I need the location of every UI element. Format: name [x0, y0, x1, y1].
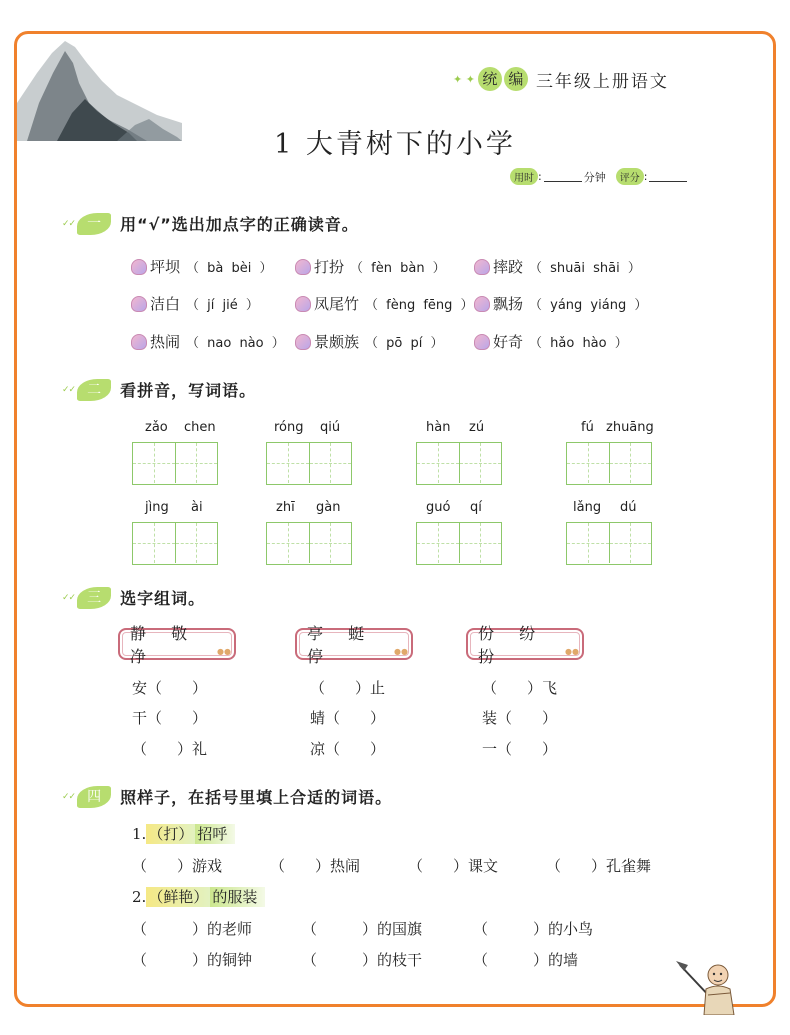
q1-item — [131, 293, 259, 314]
char-choice-box — [295, 624, 413, 666]
q1-word: 飘扬 — [493, 295, 524, 313]
pinyin-label: qí — [470, 500, 482, 515]
example-word: （打） — [148, 825, 194, 843]
grade-subject: 三年级上册语文 — [535, 71, 669, 92]
pinyin-label: lǎng — [573, 500, 602, 515]
pinyin-label: fú — [581, 420, 594, 435]
pinyin-label: gàn — [316, 500, 341, 515]
fill-blank[interactable]: 一（ ） — [482, 740, 558, 758]
writing-grid[interactable] — [416, 442, 502, 485]
bell-icon — [295, 334, 311, 350]
leaf-dots-icon: ✓✓ — [62, 791, 76, 802]
char-choices: 份 纷 扮 — [478, 624, 546, 666]
fill-blank[interactable]: （ ）课文 — [408, 857, 499, 875]
pinyin-label: dú — [620, 500, 637, 515]
q1-word: 摔跤 — [493, 258, 524, 276]
bell-icon — [474, 334, 490, 350]
bell-icon — [131, 334, 147, 350]
fill-blank[interactable]: （ ）止 — [310, 679, 386, 697]
q1-item — [295, 293, 474, 314]
textbook-tag — [453, 64, 669, 94]
fill-blank[interactable]: 干（ ） — [132, 709, 208, 727]
writing-grid[interactable] — [416, 522, 502, 565]
q1-item — [295, 331, 443, 352]
section-number: 二 — [77, 379, 111, 401]
pinyin-label: zhī — [276, 500, 295, 515]
fill-blank[interactable]: 凉（ ） — [310, 740, 386, 758]
dots-decoration: ●● — [565, 647, 579, 656]
leaf-dots-icon: ✓✓ — [62, 218, 76, 229]
q1-item — [474, 331, 628, 352]
time-blank[interactable] — [544, 172, 582, 182]
section-1-header — [62, 212, 359, 235]
fill-blank[interactable]: （ ）的国旗 — [302, 920, 423, 938]
fill-blank[interactable]: 安（ ） — [132, 679, 208, 697]
q1-pinyin-choice[interactable]: （ hǎo hào ） — [529, 336, 628, 351]
q1-pinyin-choice[interactable]: （ nao nào ） — [186, 336, 285, 351]
time-unit: 分钟 — [583, 170, 606, 184]
example-number: 1. — [132, 825, 147, 843]
pinyin-label: guó — [426, 500, 451, 515]
q1-word: 好奇 — [493, 333, 524, 351]
score-blank[interactable] — [649, 172, 687, 182]
section-2-header — [62, 378, 256, 401]
pinyin-label: chen — [184, 420, 216, 435]
example-2 — [132, 886, 265, 907]
section-3-header — [62, 586, 205, 609]
section-4-header — [62, 785, 392, 808]
fill-blank[interactable]: （ ）的墙 — [473, 951, 579, 969]
char-choice-box — [118, 624, 236, 666]
fill-blank[interactable]: （ ）游戏 — [132, 857, 223, 875]
fill-blank[interactable]: （ ）礼 — [132, 740, 208, 758]
section-title: 选字组词。 — [120, 589, 206, 608]
writing-grid[interactable] — [566, 442, 652, 485]
fill-blank[interactable]: （ ）的老师 — [132, 920, 253, 938]
q1-word: 洁白 — [150, 295, 181, 313]
writing-grid[interactable] — [266, 522, 352, 565]
q1-pinyin-choice[interactable]: （ yáng yiáng ） — [529, 298, 648, 313]
monk-illustration — [672, 955, 772, 1015]
fill-blank[interactable]: （ ）的铜钟 — [132, 951, 253, 969]
fill-blank[interactable]: （ ）的小鸟 — [473, 920, 594, 938]
q1-pinyin-choice[interactable]: （ fèng fēng ） — [365, 298, 474, 313]
q1-pinyin-choice[interactable]: （ bà bèi ） — [186, 261, 273, 276]
pinyin-label: zú — [469, 420, 485, 435]
bell-icon — [295, 296, 311, 312]
q1-word: 打扮 — [314, 258, 345, 276]
time-score-meta: 用时 : 分钟 评分 : — [510, 168, 689, 185]
bell-icon — [474, 296, 490, 312]
pinyin-label: róng — [274, 420, 304, 435]
fill-blank[interactable]: （ ）孔雀舞 — [546, 857, 652, 875]
time-label: 用时 — [510, 168, 538, 185]
q1-pinyin-choice[interactable]: （ shuāi shāi ） — [529, 261, 641, 276]
q1-item — [474, 256, 641, 277]
section-title: 照样子，在括号里填上合适的词语。 — [120, 788, 393, 807]
example-rest: 招呼 — [195, 824, 235, 844]
q1-item — [295, 256, 446, 277]
writing-grid[interactable] — [132, 442, 218, 485]
example-number: 2. — [132, 888, 147, 906]
example-rest: 的服装 — [210, 887, 265, 907]
char-choices: 亭 蜓 停 — [307, 624, 375, 666]
pinyin-label: zǎo — [145, 420, 168, 435]
char-choices: 静 敬 净 — [130, 624, 198, 666]
q1-word: 热闹 — [150, 333, 181, 351]
bell-icon — [131, 296, 147, 312]
q1-item — [474, 293, 647, 314]
section-number: 三 — [77, 587, 111, 609]
q1-item — [131, 256, 273, 277]
q1-word: 景颇族 — [314, 333, 360, 351]
q1-item — [131, 331, 285, 352]
example-1 — [132, 823, 235, 844]
q1-pinyin-choice[interactable]: （ jí jié ） — [186, 298, 259, 313]
writing-grid[interactable] — [266, 442, 352, 485]
bell-icon — [131, 259, 147, 275]
pinyin-label: zhuāng — [606, 420, 654, 435]
leaf-dots-icon: ✓✓ — [62, 592, 76, 603]
fill-blank[interactable]: （ ）热闹 — [270, 857, 361, 875]
pinyin-label: qiú — [320, 420, 341, 435]
char-choice-box — [466, 624, 584, 666]
fill-blank[interactable]: （ ）的枝干 — [302, 951, 423, 969]
writing-grid[interactable] — [132, 522, 218, 565]
q1-pinyin-choice[interactable]: （ fèn bàn ） — [350, 261, 446, 276]
q1-word: 凤尾竹 — [314, 295, 360, 313]
fill-blank[interactable]: （ ）飞 — [482, 679, 558, 697]
dots-decoration: ●● — [217, 647, 231, 656]
section-number: 一 — [77, 213, 111, 235]
fill-blank[interactable]: 蜻（ ） — [310, 709, 386, 727]
q1-pinyin-choice[interactable]: （ pō pí ） — [365, 336, 444, 351]
pinyin-label: hàn — [426, 420, 451, 435]
q1-word: 坪坝 — [150, 258, 181, 276]
leaf-dots-icon: ✓✓ — [62, 384, 76, 395]
section-title: 看拼音，写词语。 — [120, 381, 257, 400]
pinyin-label: jìng — [145, 500, 169, 515]
dots-decoration: ●● — [394, 647, 408, 656]
pinyin-label: ài — [191, 500, 203, 515]
section-title: 用“√”选出加点字的正确读音。 — [120, 215, 359, 234]
writing-grid[interactable] — [566, 522, 652, 565]
bell-icon — [295, 259, 311, 275]
lesson-title: 1 大青树下的小学 — [274, 129, 516, 160]
badge-tong: 统 — [478, 67, 502, 91]
sparkle-icon: ✦ ✦ — [453, 72, 475, 86]
example-word: （鲜艳） — [148, 888, 209, 906]
fill-blank[interactable]: 装（ ） — [482, 709, 558, 727]
bell-icon — [474, 259, 490, 275]
section-number: 四 — [77, 786, 111, 808]
badge-bian: 编 — [504, 67, 528, 91]
score-label: 评分 — [616, 168, 644, 185]
